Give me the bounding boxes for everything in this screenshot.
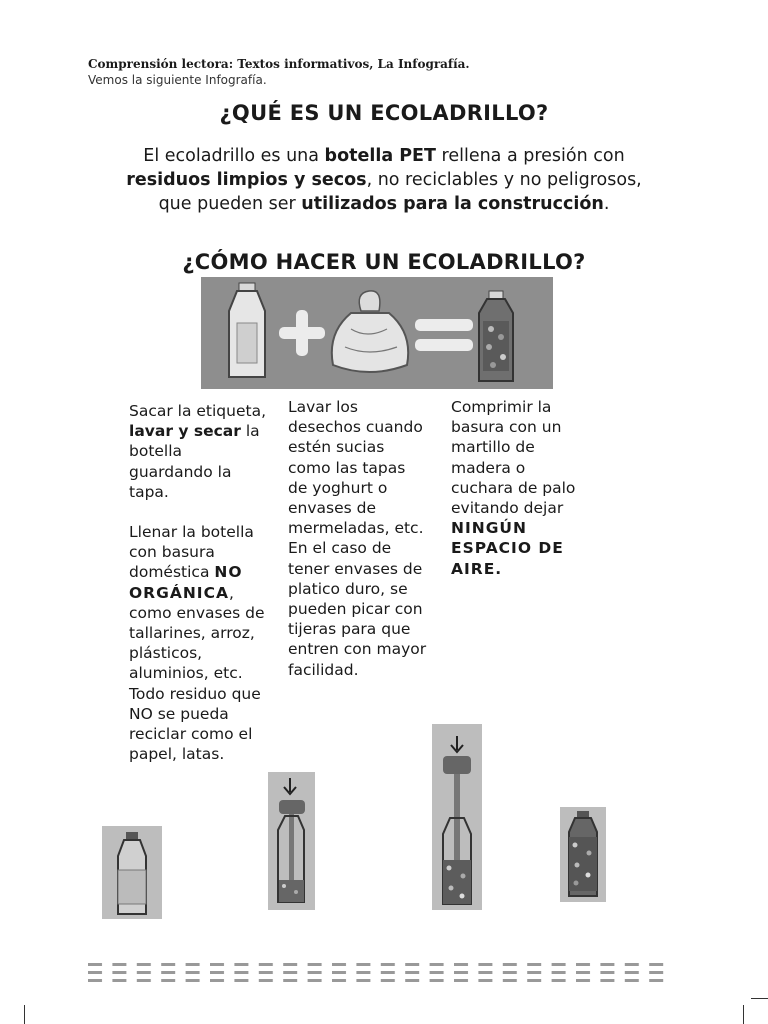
crop-mark-right-horizontal (751, 998, 768, 999)
bottle-with-stick-image (268, 772, 315, 910)
step-1-b-bold: NO ORGÁNICA (129, 563, 243, 602)
crop-mark-left (24, 1005, 25, 1024)
step-1-a-bold: lavar y secar (129, 422, 241, 441)
intro-text-2: rellena a presión con (435, 146, 625, 166)
intro-bold-1: botella PET (324, 146, 436, 166)
finished-ecoladrillo-image (560, 807, 606, 902)
title-how-to: ¿CÓMO HACER UN ECOLADRILLO? (182, 250, 586, 274)
plus-icon (279, 310, 325, 356)
step-1-b-text-1: Llenar la botella con basura doméstica (129, 523, 254, 582)
step-1-b-text-2: , como envases de tallarines, arroz, plásticos, aluminios, etc. Todo residuo que NO se pueda reciclar como el papel, latas. (129, 583, 265, 764)
decorative-dash-border (88, 961, 672, 985)
bottle-compressing-image (432, 724, 482, 910)
step-1-paragraph-a (129, 401, 269, 502)
intro-text-1: El ecoladrillo es una (143, 146, 325, 166)
step-1-a-text-2: la botella guardando la tapa. (129, 422, 260, 501)
step-2-paragraph: Lavar los desechos cuando estén sucias como las tapas de yoghurt o envases de mermeladas, etc. En el caso de tener envases de platico duro, se pueden picar con tijeras para que entren con mayor facilidad. (288, 398, 427, 679)
step-3-paragraph (451, 397, 591, 579)
equals-icon (415, 319, 473, 351)
equation-banner (201, 277, 553, 389)
intro-text-3: , no reciclables y no peligrosos, que pueden ser (158, 170, 642, 214)
header-title: Comprensión lectora: Textos informativos, La Infografía. (88, 57, 470, 71)
filled-bottle-icon (479, 291, 513, 381)
header-subtitle: Vemos la siguiente Infografía. (88, 73, 267, 87)
intro-bold-2: residuos limpios y secos (126, 170, 367, 190)
step-3-text-1: Comprimir la basura con un martillo de madera o cuchara de palo evitando dejar (451, 398, 576, 518)
bottle-icon (229, 283, 265, 377)
step-2-text (288, 397, 428, 680)
trash-bag-icon (332, 291, 408, 372)
intro-text-4: . (603, 194, 610, 214)
intro-paragraph (120, 144, 648, 216)
crop-mark-right (743, 1005, 744, 1024)
step-1-a-text-1: Sacar la etiqueta, (129, 402, 267, 420)
step-3-bold: NINGÚN ESPACIO DE AIRE. (451, 519, 564, 578)
intro-bold-3: utilizados para la construcción (301, 194, 604, 214)
title-what-is: ¿QUÉ ES UN ECOLADRILLO? (219, 101, 549, 125)
step-1-text (129, 401, 269, 764)
step-3-text (451, 397, 591, 579)
step-1-paragraph-b (129, 522, 269, 764)
empty-bottle-image (102, 826, 162, 919)
